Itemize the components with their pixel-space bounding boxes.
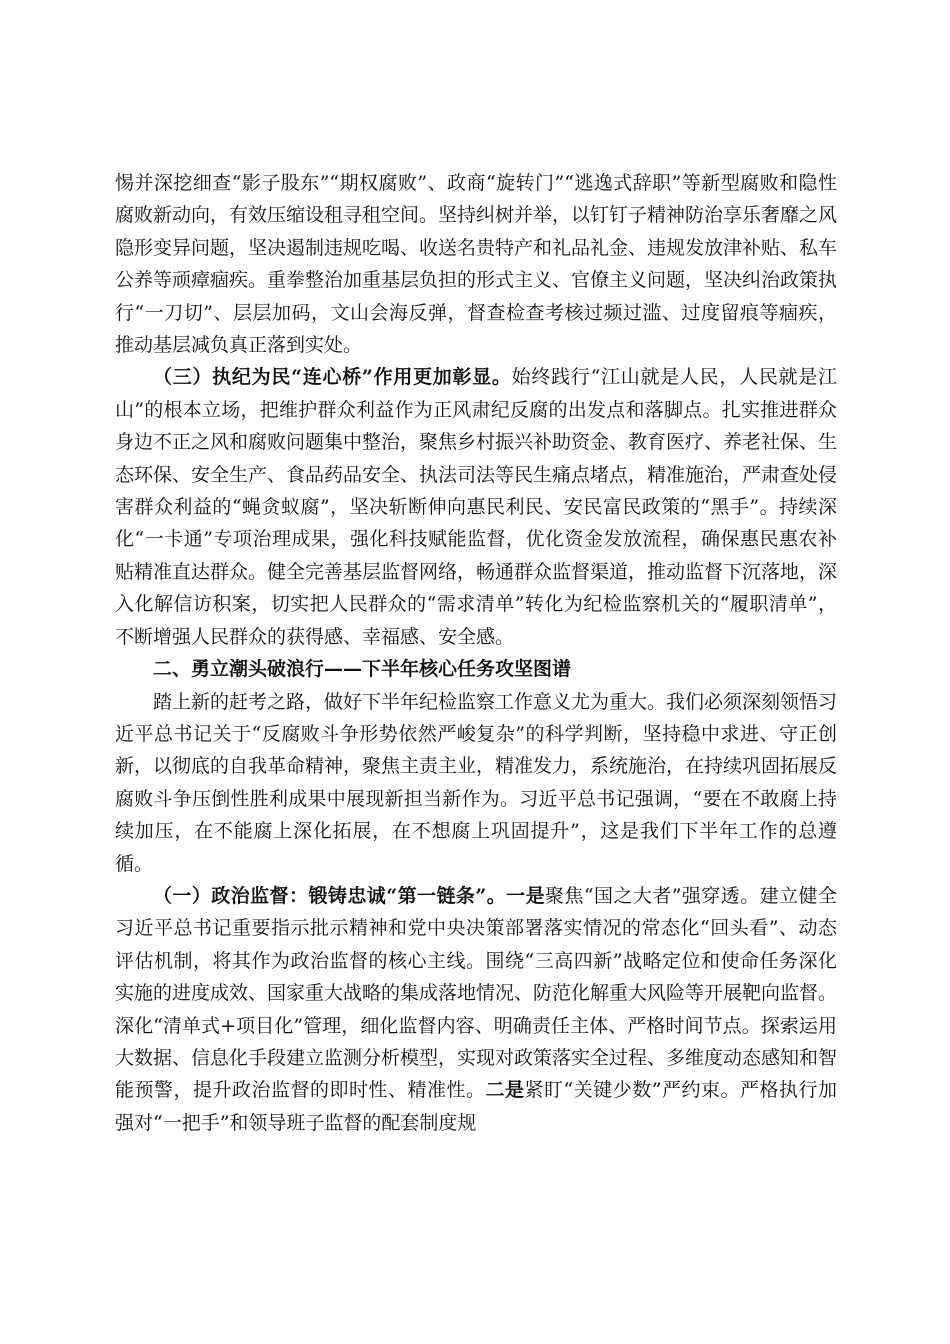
paragraph-text: 聚焦“国之大者”强穿透。建立健全习近平总书记重要指示批示精神和党中央决策部署落实情况的常态化“回头看”、动态评估机制，将其作为政治监督的核心主线。围绕“三高四新”战略定位和使命任务深化实施的进度成效、国家重大战略的集成落地情况、防范化解重大风险等开展靶向监督。深化“清单式+项目化”管理，细化监督内容、明确责任主体、严格时间节点。探索运用大数据、信息化手段建立监测分析模型，实现对政策落实全过程、多维度动态感知和智能预警，提升政治监督的即时性、精准性。	[115, 884, 838, 1102]
paragraph-text: 踏上新的赶考之路，做好下半年纪检监察工作意义尤为重大。我们必须深刻领悟习近平总书记关于“反腐败斗争形势依然严峻复杂”的科学判断，坚持稳中求进、守正创新，以彻底的自我革命精神，聚焦主责主业，精准发力，系统施治，在持续巩固拓展反腐败斗争压倒性胜利成果中展现新担当新作为。习近平总书记强调，“要在不敢腐上持续加压，在不能腐上深化拓展，在不想腐上巩固提升”，这是我们下半年工作的总遵循。	[115, 690, 838, 875]
paragraph-section-3	[115, 361, 837, 653]
paragraph-text-continued: 紧盯“关键少数”严约束。严格执行加强对“一把手”和领导班子监督的配套制度规	[115, 1079, 837, 1134]
section-lead-heading: （三）执纪为民“连心桥”作用更加彰显。	[153, 366, 512, 389]
paragraph-text: 惕并深挖细查“影子股东”“期权腐败”、政商“旋转门”“逃逸式辞职”等新型腐败和隐性腐败新动向，有效压缩设租寻租空间。坚持纠树并举，以钉钉子精神防治享乐奢靡之风隐形变异问题，坚决遏制违规吃喝、收送名贵特产和礼品礼金、违规发放津补贴、私车公养等顽瘴痼疾。重拳整治加重基层负担的形式主义、官僚主义问题，坚决纠治政策执行“一刀切”、层层加码，文山会海反弹，督查检查考核过频过滥、过度留痕等痼疾，推动基层减负真正落到实处。	[115, 172, 838, 357]
item-marker-first: 一是	[506, 884, 546, 907]
paragraph-political-supervision	[115, 880, 837, 1139]
chapter-heading	[115, 653, 837, 685]
paragraph-text: 始终践行“江山就是人民，人民就是江山”的根本立场，把维护群众利益作为正风肃纪反腐的出发点和落脚点。扎实推进群众身边不正之风和腐败问题集中整治，聚焦乡村振兴补助资金、教育医疗、养老社保、生态环保、安全生产、食品药品安全、执法司法等民生痛点堵点，精准施治，严肃查处侵害群众利益的“蝇贪蚁腐”，坚决斩断伸向惠民利民、安民富民政策的“黑手”。持续深化“一卡通”专项治理成果，强化科技赋能监督，优化资金发放流程，确保惠民惠农补贴精准直达群众。健全完善基层监督网络，畅通群众监督渠道，推动监督下沉落地，深入化解信访积案，切实把人民群众的“需求清单”转化为纪检监察机关的“履职清单”，不断增强人民群众的获得感、幸福感、安全感。	[115, 366, 838, 648]
item-marker-second: 二是	[485, 1079, 525, 1102]
paragraph-intro	[115, 686, 837, 880]
chapter-heading-text: 二、勇立潮头破浪行——下半年核心任务攻坚图谱	[153, 658, 572, 681]
document-body	[115, 167, 837, 1139]
paragraph-continuation	[115, 167, 837, 361]
section-lead-heading: （一）政治监督：锻铸忠诚“第一链条”。	[153, 884, 507, 907]
